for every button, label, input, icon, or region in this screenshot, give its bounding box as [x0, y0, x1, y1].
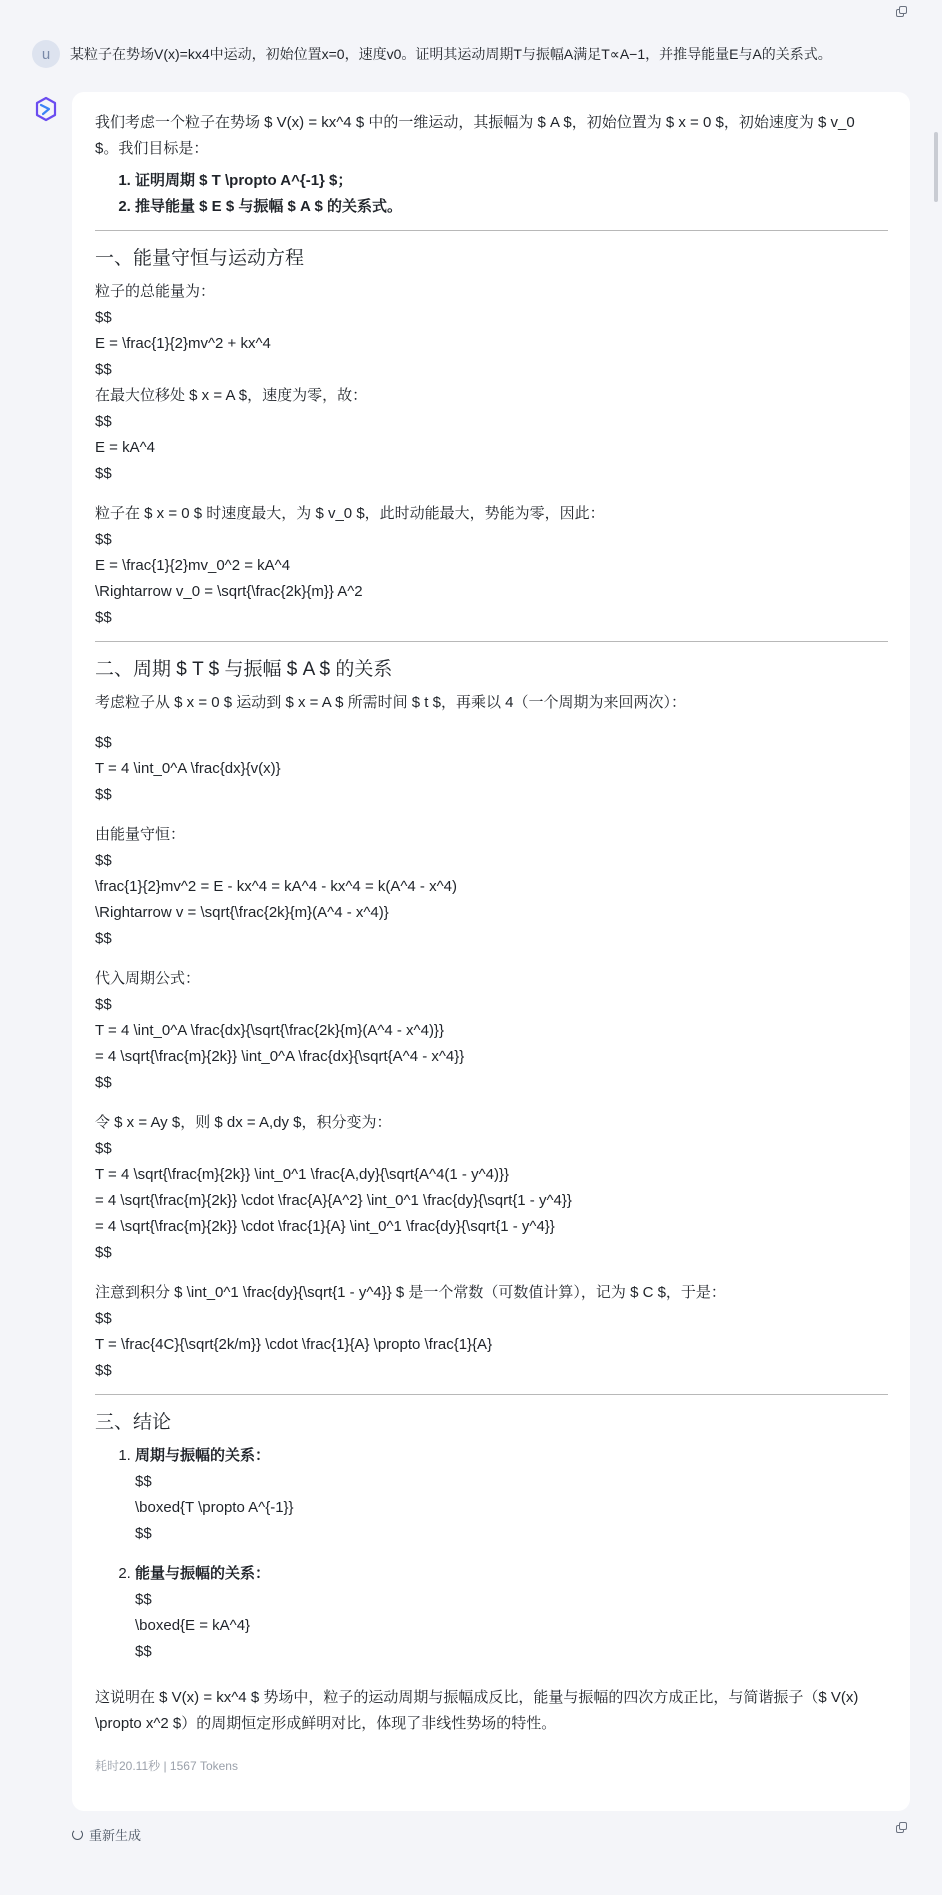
divider: [95, 1394, 888, 1395]
section-heading-2: 二、周期 $ T $ 与振幅 $ A $ 的关系: [95, 659, 393, 680]
user-message: 某粒子在势场V(x)=kx4中运动，初始位置x=0，速度v0。证明其运动周期T与振幅A满足T∝A−1，并推导能量E与A的关系式。: [70, 46, 832, 62]
sec2-block-d: 代入周期公式： $$ T = 4 \int_0^A \frac{dx}{\sqrt{\frac{2k}{m}(A^4 - x^4)}} = 4 \sqrt{\frac{m}{2k}} \int_0^A \frac{dx}{\sqrt{A^4 - x^4}} $$: [95, 970, 465, 1091]
copy-icon[interactable]: [896, 1822, 908, 1834]
intro-paragraph: 我们考虑一个粒子在势场 $ V(x) = kx^4 $ 中的一维运动，其振幅为 $ A $，初始位置为 $ x = 0 $，初始速度为 $ v_0 $。我们目标是：: [95, 114, 855, 157]
conclusion-list: [95, 1443, 888, 1665]
scrollbar-thumb[interactable]: [934, 132, 938, 202]
sec2-block-e: 令 $ x = Ay $，则 $ dx = A,dy $，积分变为： $$ T = 4 \sqrt{\frac{m}{2k}} \int_0^1 \frac{A,dy}{\sqrt{A^4(1 - y^4)}} = 4 \sqrt{\frac{m}{2k}} \cdot \frac{A}{A^2} \int_0^1 \frac{dy}{\sqrt{1 - y^4}} = 4 \sqrt{\frac{m}{2k}} \cdot \frac{1}{A} \int_0^1 \frac{dy}{\sqrt{1 - y^4}} $$: [95, 1114, 572, 1261]
sec1-block-b: 粒子在 $ x = 0 $ 时速度最大，为 $ v_0 $，此时动能最大，势能为零，因此： $$ E = \frac{1}{2}mv_0^2 = kA^4 \Rightarrow v_0 = \sqrt{\frac{2k}{m}} A^2 $$: [95, 505, 605, 626]
user-message-row: [32, 40, 832, 68]
refresh-icon: [72, 1829, 83, 1840]
conclusion-item: 2. 能量与振幅的关系： $$ \boxed{E = kA^4} $$: [135, 1561, 888, 1665]
regenerate-label: 重新生成: [89, 1828, 142, 1843]
sec2-block-b: $$ T = 4 \int_0^A \frac{dx}{v(x)} $$: [95, 734, 281, 803]
divider: [95, 230, 888, 231]
goals-list: [95, 168, 888, 220]
sec2-block-c: 由能量守恒： $$ \frac{1}{2}mv^2 = E - kx^4 = kA^4 - kx^4 = k(A^4 - x^4) \Rightarrow v = \sqrt{\frac{2k}{m}(A^4 - x^4)} $$: [95, 826, 457, 947]
user-avatar: u: [32, 40, 60, 68]
copy-icon[interactable]: [896, 6, 908, 18]
section-heading-1: 一、能量守恒与运动方程: [95, 248, 305, 269]
divider: [95, 641, 888, 642]
sec2-block-a: 考虑粒子从 $ x = 0 $ 运动到 $ x = A $ 所需时间 $ t $，再乘以 4（一个周期为来回两次）：: [95, 694, 686, 711]
sec1-block-a: 粒子的总能量为： $$ E = \frac{1}{2}mv^2 + kx^4 $$ 在最大位移处 $ x = A $，速度为零，故： $$ E = kA^4 $$: [95, 283, 368, 482]
section-heading-3: 三、结论: [95, 1412, 172, 1433]
scrollbar[interactable]: [934, 92, 938, 1811]
response-meta: 耗时20.11秒 | 1567 Tokens: [95, 1759, 238, 1773]
regenerate-button[interactable]: [72, 1825, 141, 1844]
sec2-block-f: 注意到积分 $ \int_0^1 \frac{dy}{\sqrt{1 - y^4}} $ 是一个常数（可数值计算），记为 $ C $，于是： $$ T = \frac{4C}{\sqrt{2k/m}} \cdot \frac{1}{A} \propto \frac{1}{A} $$: [95, 1284, 726, 1379]
bot-logo-icon: [33, 96, 59, 122]
summary-paragraph: 这说明在 $ V(x) = kx^4 $ 势场中，粒子的运动周期与振幅成反比，能量与振幅的四次方成正比，与简谐振子（$ V(x) \propto x^2 $）的周期恒定形成鲜明对比，体现了非线性势场的特性。: [95, 1689, 859, 1732]
goal-item: 1. 证明周期 $ T \propto A^{-1} $；: [135, 168, 888, 194]
conclusion-item: 1. 周期与振幅的关系： $$ \boxed{T \propto A^{-1}} $$: [135, 1443, 888, 1561]
assistant-answer-content: [95, 110, 888, 1779]
goal-item: 2. 推导能量 $ E $ 与振幅 $ A $ 的关系式。: [135, 194, 888, 220]
